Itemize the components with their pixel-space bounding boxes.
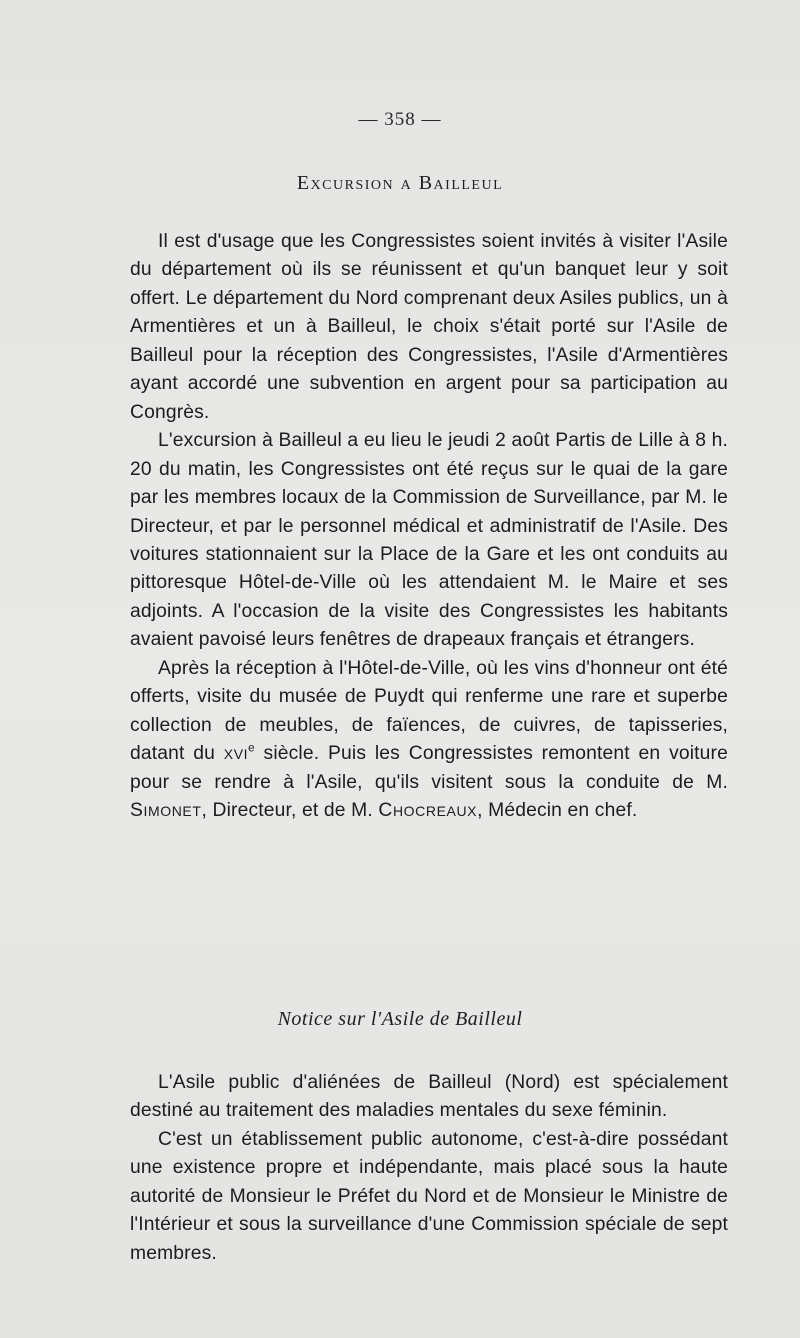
reception-text-middle: siècle. Puis les Congressistes remontent en voiture pour se rendre à l'Asile, qu'ils visitent sous la conduite de M.: [130, 743, 728, 793]
reception-text-end: , Médecin en chef.: [477, 800, 638, 822]
paragraph-asylum-purpose: L'Asile public d'aliénées de Bailleul (Nord) est spécialement destiné au traitement des maladies mentales du sexe féminin.: [130, 1072, 728, 1122]
paragraph-excursion: L'excursion à Bailleul a eu lieu le jeudi 2 août Partis de Lille à 8 h. 20 du matin, les Congressistes ont été reçus sur le quai de la gare par les membres locaux de la Commission de Surveillance, par M. le Directeur, et par le personnel médical et administratif de l'Asile. Des voitures stationnaient sur la Place de la Gare et les ont conduits au pittoresque Hôtel-de-Ville où les attendaient M. le Maire et ses adjoints. A l'occasion de la visite des Congressistes les habitants avaient pavoisé leurs fenêtres de drapeaux français et étrangers.: [130, 430, 728, 651]
excursion-text: [130, 228, 728, 826]
physician-name: Chocreaux: [378, 800, 478, 822]
paragraph-invitation: Il est d'usage que les Congressistes soient invités à visiter l'Asile du département où ils se réunissent et qu'un banquet leur y soit offert. Le département du Nord comprenant deux Asiles publics, un à Armentières et un à Bailleul, le choix s'était porté sur l'Asile de Bailleul pour la réception des Congressistes, l'Asile d'Armentières ayant accordé une subvention en argent pour sa participation au Congrès.: [130, 231, 728, 423]
reception-text-director: , Directeur, et de M.: [201, 800, 379, 822]
paragraph-asylum-status: C'est un établissement public autonome, c'est-à-dire possédant une existence propre et indépendante, mais placé sous la haute autorité de Monsieur le Préfet du Nord et de Monsieur le Ministre de l'Intérieur et sous la surveillance d'une Commission spéciale de sept membres.: [130, 1128, 728, 1264]
notice-subtitle: Notice sur l'Asile de Bailleul: [277, 1008, 523, 1030]
century-superscript: e: [248, 742, 255, 755]
notice-text: [130, 1069, 728, 1268]
reception-text-start: Après la réception à l'Hôtel-de-Ville, où les vins d'honneur ont été offerts, visite du musée de Puydt qui renferme une rare et superbe collection de meubles, de faïences, de cuivres, de tapisseries, datant du: [130, 657, 728, 765]
page-number: — 358 —: [358, 109, 442, 130]
paragraph-reception: [130, 655, 728, 826]
director-name: Simonet: [130, 800, 202, 822]
century-numeral: xvi: [223, 743, 249, 765]
section-title: Excursion a Bailleul: [296, 172, 504, 194]
